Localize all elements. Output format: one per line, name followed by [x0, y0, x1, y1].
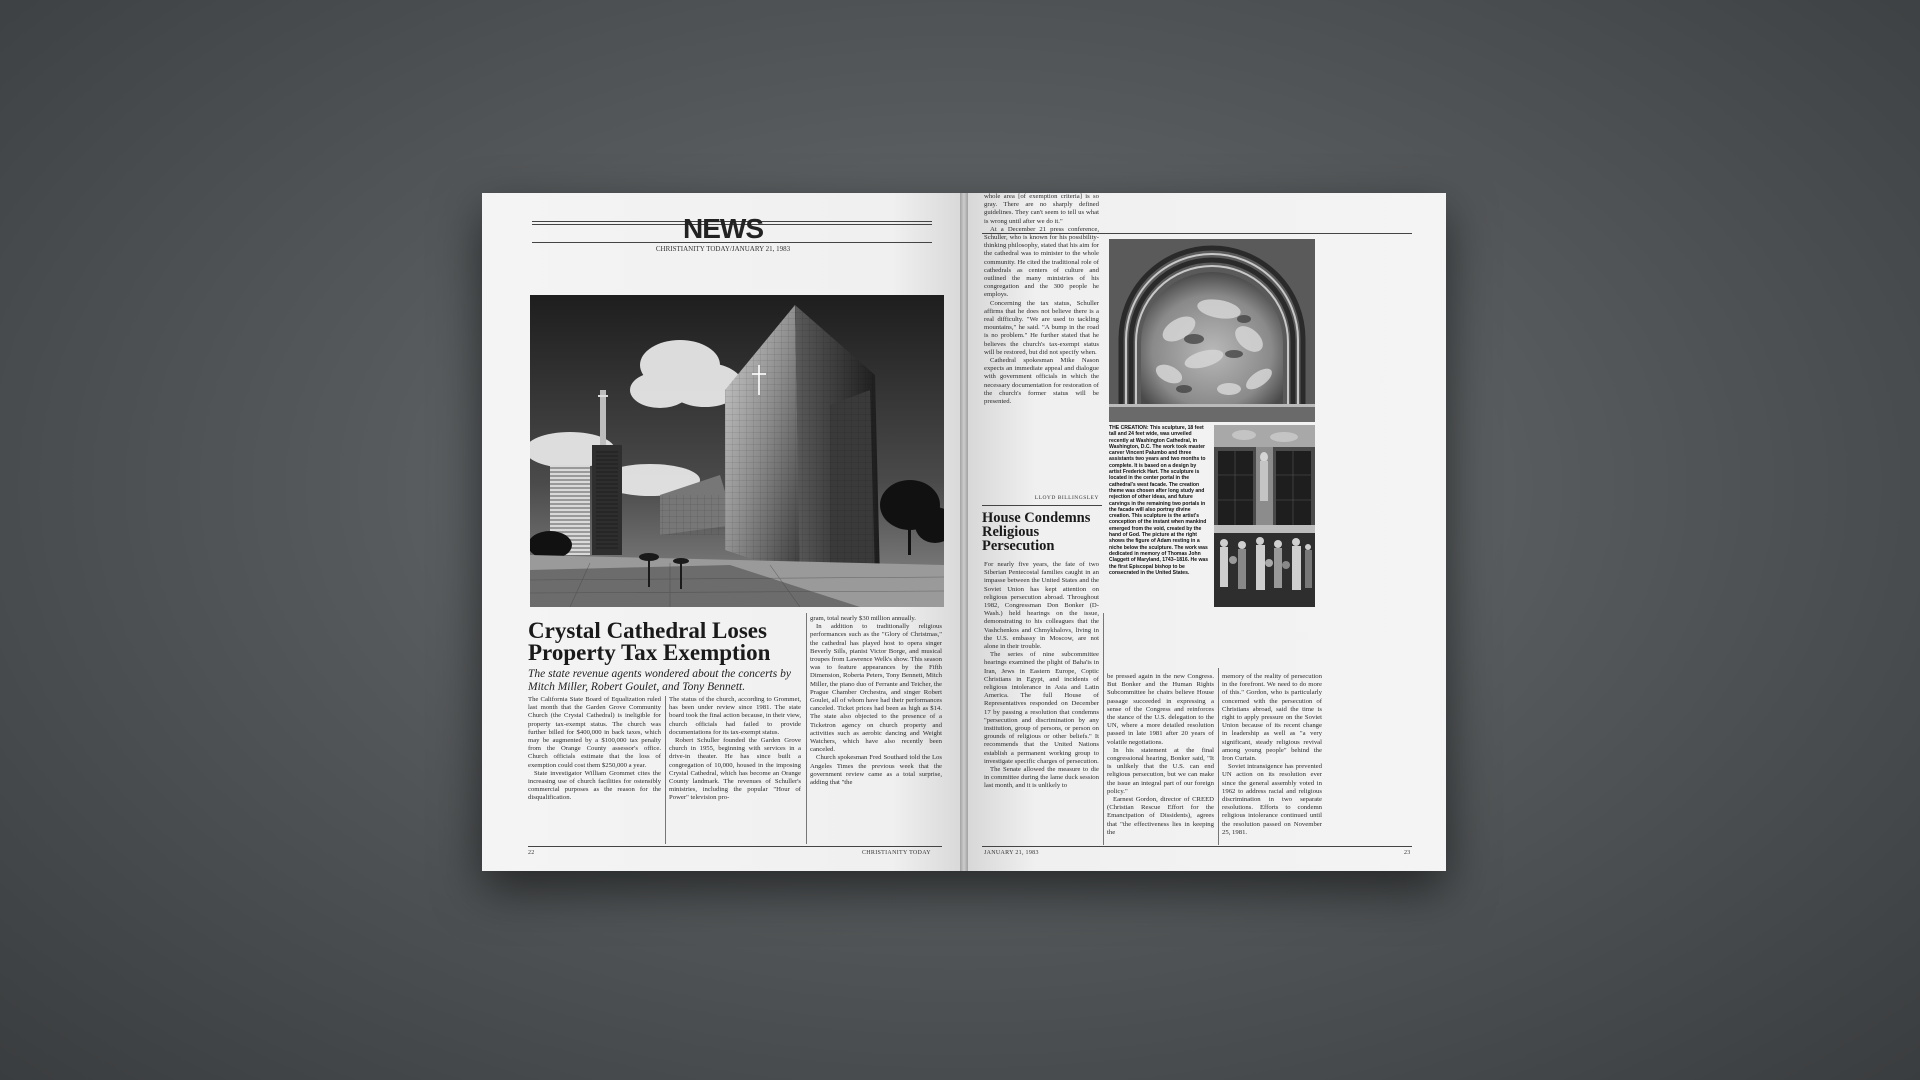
paragraph: memory of the reality of persecution in the forefront. We need to do more of this." Gordon, who is particularly concerned with the persecution of Christians abroad, said the time is right to apply pressure on the Soviet Union because of its recent change in leadership as well as "a very significant, steady religious revival among young people" behind the Iron Curtain.	[1222, 673, 1322, 763]
left-page	[482, 193, 964, 871]
left-column-2	[669, 696, 801, 803]
paragraph: For nearly five years, the fate of two Siberian Pentecostal families caught in an impasse between the United States and the Soviet Union has kept attention on religious persecution abroad. Throughout 1982, Congressman Don Bonker (D-Wash.) held hearings on the issue, demonstrating to his colleagues that the Vashchenkos and Chmykhalovs, living in the U.S. embassy in Moscow, are not alone in their trouble.	[984, 561, 1099, 651]
paragraph: The Senate allowed the measure to die in committee during the lame duck session last month, and it is unlikely to	[984, 766, 1099, 790]
masthead-title: NEWS	[683, 213, 763, 244]
masthead-rule-bottom	[532, 242, 932, 243]
house-column-3	[1222, 673, 1322, 837]
cathedral-doorway-photo	[1214, 425, 1315, 607]
byline: LLOYD BILLINGSLEY	[1034, 495, 1099, 501]
paragraph: Robert Schuller founded the Garden Grove church in 1955, beginning with services in a drive-in theater. He has since built a congregation of 10,000, housed in the imposing Crystal Cathedral, which has become an Orange County landmark. The revenues of Schuller's ministries, including the popular "Hour of Power" television pro-	[669, 737, 801, 802]
paragraph: Cathedral spokesman Mike Nason expects an immediate appeal and dialogue with government officials in which the necessary documentation for restoration of the church's former status will be presented.	[984, 357, 1099, 406]
article-dek: The state revenue agents wondered about the concerts by Mitch Miller, Robert Goulet, and Tony Bennett.	[528, 668, 791, 693]
right-column-1	[984, 193, 1099, 406]
photo-caption: THE CREATION: This sculpture, 18 feet tall and 24 feet wide, was unveiled recently at Washington Cathedral, in Washington, D.C. The work took master carver Vincent Palumbo and three assistants two years and two months to complete. It is based on a design by artist Frederick Hart. The sculpture is located in the center portal in the cathedral's west facade. The creation theme was chosen after long study and rejection of other ideas, and future carvings in the remaining two portals in the facade will also portray divine creation. This sculpture is the artist's conception of the instant when mankind emerged from the void, created by the hand of God. The picture at the right shows the figure of Adam resting in a niche below the sculpture. The work was dedicated in memory of Thomas John Claggett of Maryland, 1743–1816. He was the first Episcopal bishop to be consecrated in the United States.	[1109, 425, 1209, 576]
folio-date: JANUARY 21, 1983	[984, 850, 1039, 856]
paragraph: Earnest Gordon, director of CREED (Christian Rescue Effort for the Emancipation of Dissidents), agrees that "the effectiveness lies in keeping the	[1107, 796, 1214, 836]
left-column-1	[528, 696, 661, 803]
paragraph: State investigator William Grommet cites the increasing use of church facilities for ostensibly commercial purposes as the reason for the disqualification.	[528, 769, 661, 802]
paragraph: At a December 21 press conference, Schuller, who is known for his possibility-thinking philosophy, stated that his aim for the cathedral was to minister to the whole community. He cited the traditional role of cathedrals as centers of culture and outlined the many ministries of his congregation and the 300 people he employs.	[984, 225, 1099, 299]
paragraph: The California State Board of Equalization ruled last month that the Garden Grove Community Church (the Crystal Cathedral) is ineligible for property tax-exempt status. The church was further billed for $400,000 in back taxes, which may be augmented by a $100,000 tax penalty from the Orange County assessor's office. Church officials estimate that the loss of exemption could cost them $250,000 a year.	[528, 696, 661, 769]
page-number: 22	[528, 850, 535, 856]
paragraph: In addition to traditionally religious performances such as the "Glory of Christmas," the cathedral has played host to opera singer Beverly Sills, pianist Victor Borge, and musical troupes from Lawrence Welk's show. This season was to feature appearances by the Fifth Dimension, Roberta Peters, Tony Bennett, Mitch Miller, the piano duo of Ferrante and Teicher, the Prague Chamber Orchestra, and singer Robert Goulet, all of whom have had their performances canceled. Ticket prices had been as high as $14. The state also objected to the presence of a Ticketron agency on church property and activities such as aerobic dancing and Weight Watchers, which have also recently been canceled.	[810, 623, 942, 754]
page-gutter	[960, 193, 968, 871]
masthead-subtitle: CHRISTIANITY TODAY/JANUARY 21, 1983	[655, 245, 791, 253]
house-column-1	[984, 561, 1099, 791]
right-page	[964, 193, 1446, 871]
paragraph: The status of the church, according to Grommet, has been under review since 1981. The state board took the final action because, in their view, church officials had failed to provide documentations for its tax-exempt status.	[669, 696, 801, 736]
article-headline-2: House Condemns Religious Persecution	[982, 510, 1091, 554]
footer-rule	[528, 846, 942, 847]
paragraph: Soviet intransigence has prevented UN action on its resolution ever since the general assembly voted in 1962 to address racial and religious discrimination in two separate resolutions. Efforts to condemn religious intolerance continued until the resolution passed on November 25, 1981.	[1222, 763, 1322, 836]
section-rule	[982, 505, 1102, 506]
paragraph: Church spokesman Fred Southard told the Los Angeles Times the previous week that the government review came as a total surprise, adding that "the	[810, 754, 942, 787]
article-headline: Crystal Cathedral Loses Property Tax Exemption	[528, 618, 771, 665]
column-divider	[1218, 668, 1219, 845]
paragraph: Concerning the tax status, Schuller affirms that he does not believe there is a real difficulty. "We are used to tackling mountains," he said. "A bump in the road is no problem." He further stated that he believes the church's tax-exempt status will be restored, but did not specify when.	[984, 299, 1099, 356]
magazine-spread	[482, 193, 1446, 871]
footer-rule	[982, 846, 1412, 847]
crystal-cathedral-photo	[530, 295, 944, 607]
column-divider	[1103, 613, 1104, 845]
paragraph: be pressed again in the new Congress. But Bonker and the Human Rights Subcommittee he chairs believe House passage succeeded in expressing a sense of the Congress and reinforces the stance of the U.S. delegation to the UN, where a more detailed resolution passed in late 1981 after 20 years of volatile negotiations.	[1107, 673, 1214, 746]
column-divider	[806, 613, 807, 844]
creation-sculpture-photo	[1109, 239, 1315, 422]
page-number: 23	[1404, 850, 1411, 856]
column-divider	[665, 696, 666, 844]
paragraph: gram, total nearly $30 million annually.	[810, 615, 916, 622]
folio-title: CHRISTIANITY TODAY	[862, 850, 931, 856]
left-column-3	[810, 615, 942, 787]
paragraph: The series of nine subcommittee hearings examined the plight of Baha'is in Iran, Jews in Eastern Europe, Coptic Christians in Egypt, and incidents of religious intolerance in Asia and Latin America. The full House of Representatives responded on December 17 by passing a resolution that condemns "persecution and discrimination by any institution, group of persons, or person on grounds of religious or other beliefs." It recommends that the United Nations establish a permanent working group to investigate specific charges of persecution.	[984, 651, 1099, 765]
paragraph: whole area [of exemption criteria] is so gray. There are no sharply defined guidelines. They can't seem to tell us what is wrong until after we do it."	[984, 193, 1099, 225]
paragraph: In his statement at the final congressional hearing, Bonker said, "It is unlikely that the U.S. can end religious persecution, but we can make the issue an integral part of our foreign policy."	[1107, 746, 1214, 795]
house-column-2	[1107, 673, 1214, 837]
